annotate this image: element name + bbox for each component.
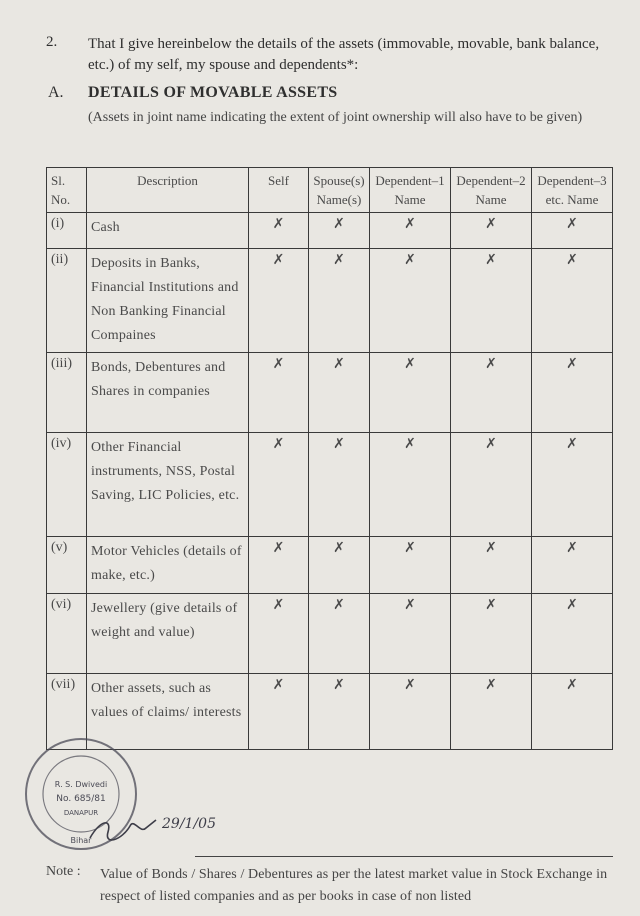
movable-assets-table: [46, 167, 613, 750]
signature-date: 29/1/05: [162, 816, 216, 832]
row-sl: (iv): [47, 433, 87, 537]
cross-mark: ✗: [370, 594, 451, 674]
cross-mark: ✗: [309, 674, 370, 750]
cross-mark: ✗: [249, 537, 309, 594]
table-row: [47, 249, 613, 353]
cross-mark: ✗: [532, 674, 613, 750]
cross-mark: ✗: [532, 537, 613, 594]
cross-mark: ✗: [370, 674, 451, 750]
note-text: Value of Bonds / Shares / Debentures as per the latest market value in Stock Exchange in respect of listed companies and as per books in case of non listed: [100, 867, 608, 904]
cross-mark: ✗: [309, 213, 370, 249]
row-sl: (i): [47, 213, 87, 249]
cross-mark: ✗: [309, 353, 370, 433]
cross-mark: ✗: [309, 249, 370, 353]
header-dependent-1: Dependent–1 Name: [370, 168, 451, 213]
cross-mark: ✗: [532, 353, 613, 433]
section-letter: A.: [48, 84, 64, 101]
cross-mark: ✗: [309, 594, 370, 674]
header-dependent-3: Dependent–3 etc. Name: [532, 168, 613, 213]
cross-mark: ✗: [370, 213, 451, 249]
paragraph-number: 2.: [46, 34, 58, 50]
header-dependent-2: Dependent–2 Name: [451, 168, 532, 213]
cross-mark: ✗: [451, 433, 532, 537]
header-self: Self: [249, 168, 309, 213]
header-description: Description: [87, 168, 249, 213]
row-description: Other assets, such as values of claims/ interests: [87, 674, 249, 750]
cross-mark: ✗: [370, 249, 451, 353]
cross-mark: ✗: [532, 433, 613, 537]
table-row: [47, 213, 613, 249]
row-description: Motor Vehicles (details of make, etc.): [87, 537, 249, 594]
row-sl: (v): [47, 537, 87, 594]
row-description: Jewellery (give details of weight and value): [87, 594, 249, 674]
row-sl: (vii): [47, 674, 87, 750]
cross-mark: ✗: [451, 249, 532, 353]
table-header-row: [47, 168, 613, 213]
table-row: [47, 537, 613, 594]
cross-mark: ✗: [532, 213, 613, 249]
cross-mark: ✗: [370, 433, 451, 537]
row-description: Cash: [87, 213, 249, 249]
cross-mark: ✗: [249, 594, 309, 674]
cross-mark: ✗: [249, 674, 309, 750]
cross-mark: ✗: [532, 249, 613, 353]
cross-mark: ✗: [309, 537, 370, 594]
cross-mark: ✗: [451, 213, 532, 249]
row-description: Deposits in Banks, Financial Institutions and Non Banking Financial Compaines: [87, 249, 249, 353]
cross-mark: ✗: [370, 537, 451, 594]
note-label: Note :: [46, 864, 81, 879]
stamp-line-1: R. S. Dwivedi: [54, 780, 108, 789]
table-row: [47, 594, 613, 674]
signature-icon: [82, 800, 222, 850]
stamp-line-4: Bihar: [70, 836, 92, 845]
note-divider: [195, 856, 613, 857]
paragraph-text: That I give hereinbelow the details of the assets (immovable, movable, bank balance, etc.) of my self, my spouse and dependents*:: [88, 36, 600, 73]
row-sl: (ii): [47, 249, 87, 353]
stamp-line-3: DANAPUR: [63, 809, 99, 817]
table-row: [47, 353, 613, 433]
cross-mark: ✗: [451, 594, 532, 674]
cross-mark: ✗: [309, 433, 370, 537]
cross-mark: ✗: [249, 353, 309, 433]
section-subtitle: (Assets in joint name indicating the extent of joint ownership will also have to be given): [88, 110, 583, 125]
signature: [82, 800, 222, 855]
cross-mark: ✗: [451, 353, 532, 433]
cross-mark: ✗: [370, 353, 451, 433]
cross-mark: ✗: [451, 674, 532, 750]
section-title: DETAILS OF MOVABLE ASSETS: [88, 84, 338, 101]
stamp-line-2: No. 685/81: [56, 794, 106, 804]
row-sl: (vi): [47, 594, 87, 674]
cross-mark: ✗: [249, 249, 309, 353]
header-spouse: Spouse(s) Name(s): [309, 168, 370, 213]
row-description: Bonds, Debentures and Shares in companies: [87, 353, 249, 433]
header-sl-no: Sl. No.: [47, 168, 87, 213]
row-description: Other Financial instruments, NSS, Postal Saving, LIC Policies, etc.: [87, 433, 249, 537]
cross-mark: ✗: [532, 594, 613, 674]
cross-mark: ✗: [451, 537, 532, 594]
row-sl: (iii): [47, 353, 87, 433]
table-row: [47, 433, 613, 537]
cross-mark: ✗: [249, 213, 309, 249]
cross-mark: ✗: [249, 433, 309, 537]
